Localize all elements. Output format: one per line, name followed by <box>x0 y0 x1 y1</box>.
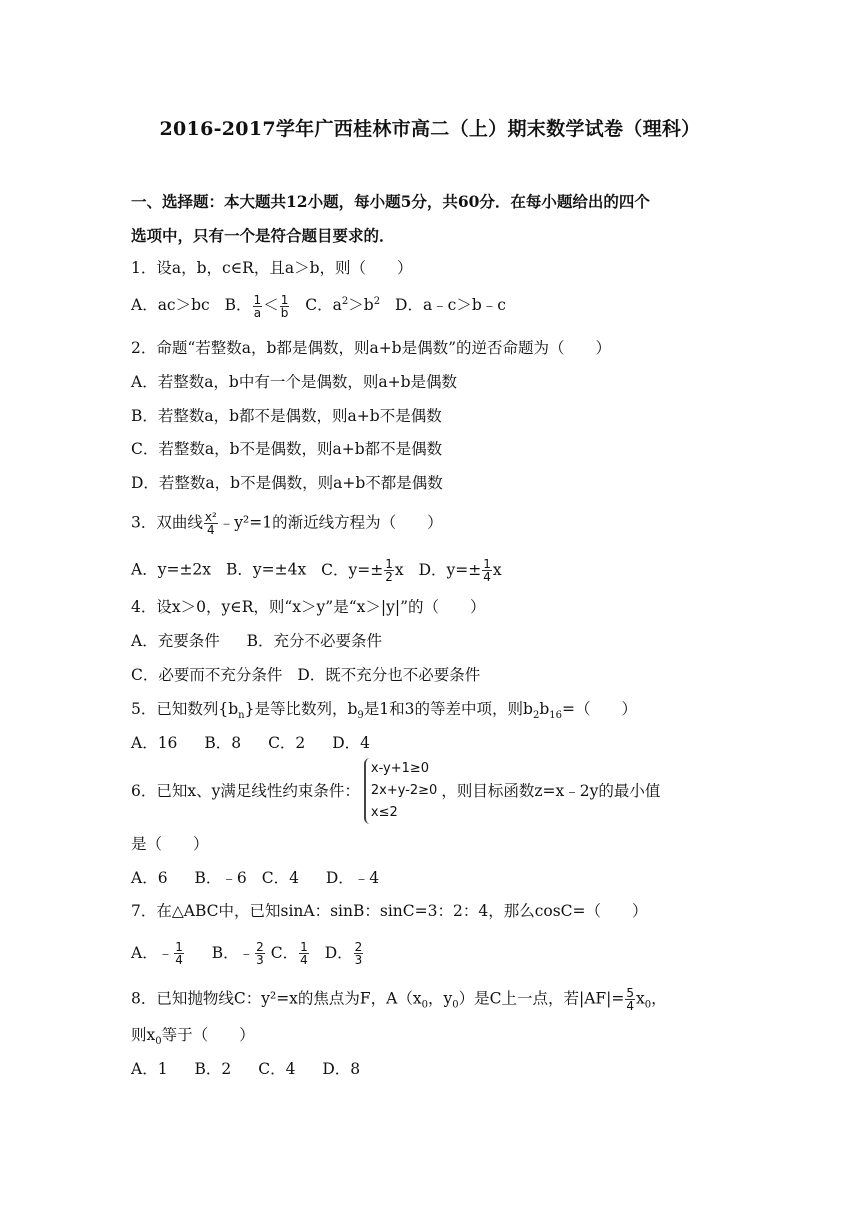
question-8-stem-cont: 则$x_0$等于（ ） <box>131 1026 255 1048</box>
q4-option-d: D．既不充分也不必要条件 <box>297 666 481 684</box>
question-2-stem: 2．命题“若整数a，b都是偶数，则a+b是偶数”的逆否命题为（ ） <box>131 339 612 357</box>
q2-option-d: D．若整数a，b不是偶数，则a+b不都是偶数 <box>131 474 443 492</box>
question-5-stem: 5．已知数列$\{b_n\}$是等比数列，$b_9$是1和3的等差中项，则$b_2b_{16}=$（ ） <box>131 700 637 722</box>
q2-option-c: C．若整数a，b不是偶数，则a+b都不是偶数 <box>131 440 443 458</box>
q7-option-b: B．﹣ $\frac{2}{3}$ <box>211 940 264 967</box>
q5-option-d: D．4 <box>332 734 371 752</box>
q4-option-a: A．充要条件 <box>131 632 220 650</box>
question-3-stem: 3．双曲线 $\frac{\text{x²}}{4}$ ﹣y²=1的渐近线方程为（ ） <box>131 510 443 537</box>
question-3-options <box>131 558 502 583</box>
q5-option-a: A．16 <box>131 734 178 752</box>
q3-option-d: D．y=± $\frac{1}{4}$ x <box>418 557 502 584</box>
q7-option-c: C． $\frac{1}{4}$ <box>270 940 308 967</box>
q4-option-b: B．充分不必要条件 <box>246 632 383 650</box>
q8-option-a: A．1 <box>131 1060 168 1078</box>
q2-option-b: B．若整数a，b都不是偶数，则a+b不是偶数 <box>131 407 442 425</box>
q3-option-b: B．y=±4x <box>225 560 307 579</box>
question-5-options <box>131 733 370 753</box>
q8-option-d: D．8 <box>322 1060 361 1078</box>
q5-option-b: B．8 <box>204 734 242 752</box>
q7-option-a: A．﹣ $\frac{1}{4}$ <box>131 940 183 967</box>
q8-fraction: $\frac{5}{4}$ <box>626 986 635 1013</box>
q1-option-b-label: B． <box>224 296 252 315</box>
q8-option-c: C．4 <box>258 1060 296 1078</box>
question-7-options <box>131 941 364 966</box>
question-1-stem: 1．设a，b，c∈R，且a＞b，则（ ） <box>131 259 413 277</box>
q6-option-a: A．6 <box>131 869 168 887</box>
exam-title: 2016-2017学年广西桂林市高二（上）期末数学试卷（理科） <box>159 118 701 140</box>
q2-option-a: A．若整数a，b中有一个是偶数，则a+b是偶数 <box>131 373 458 391</box>
q6-option-b: B．﹣6 <box>194 869 247 887</box>
q5-option-c: C．2 <box>268 734 306 752</box>
question-8-stem: 8．已知抛物线C：y²=x的焦点为F，$A(x_0$，$y_0$）是C上一点，若|AF|= $\frac{5}{4}$ $x_0$， <box>131 986 667 1013</box>
question-4-stem: 4．设x＞0，y∈R，则“x＞y”是“x＞|y|”的（ ） <box>131 598 486 616</box>
q1-option-d: D．a﹣c＞b﹣c <box>395 296 506 315</box>
section-header-line-1: 一、选择题：本大题共12小题，每小题5分，共60分．在每小题给出的四个 <box>131 192 650 211</box>
q8-option-b: B．2 <box>194 1060 232 1078</box>
question-7-stem: 7．在△ABC中，已知sinA：sinB：sinC=3：2：4，那么cosC=（ ） <box>131 902 648 920</box>
q4-option-c: C．必要而不充分条件 <box>131 666 283 684</box>
q7-option-d: D． $\frac{2}{3}$ <box>324 940 363 967</box>
q3-option-c: C．y=± $\frac{1}{2}$ x <box>321 557 404 584</box>
q6-option-d: D．﹣4 <box>325 869 380 887</box>
question-8-options <box>131 1059 360 1079</box>
question-4-options-row-2 <box>131 665 480 685</box>
question-6-stem-cont: 是（ ） <box>131 835 209 853</box>
q6-constraint-system <box>364 758 437 824</box>
q3-option-a: A．y=±2x <box>131 560 212 579</box>
q1-option-b-operator: ＜ <box>263 296 279 315</box>
q1-option-b-fraction-1: $\frac{1}{a}$ <box>253 292 262 320</box>
question-1-options <box>131 292 506 319</box>
section-header-line-2: 选项中，只有一个是符合题目要求的． <box>131 226 395 245</box>
q1-option-c: C．$a^2>b^2$ <box>305 296 381 315</box>
q6-constraint-3: x≤2 <box>370 805 398 820</box>
question-6-options <box>131 868 379 888</box>
q6-option-c: C．4 <box>261 869 299 887</box>
question-6-stem: 6．已知x、y满足线性约束条件： x-y+1≥0 2x+y-2≥0 x≤2 ，则目标函数z=x﹣2y的最小值 <box>131 758 660 824</box>
q6-constraint-2: 2x+y-2≥0 <box>370 783 438 798</box>
q3-fraction: $\frac{\text{x²}}{4}$ <box>204 510 217 537</box>
q6-constraint-1: x-y+1≥0 <box>370 761 430 776</box>
q1-option-b-fraction-2: $\frac{1}{b}$ <box>280 292 289 320</box>
q1-option-a: A．ac＞bc <box>131 296 210 315</box>
question-4-options-row-1 <box>131 631 382 651</box>
